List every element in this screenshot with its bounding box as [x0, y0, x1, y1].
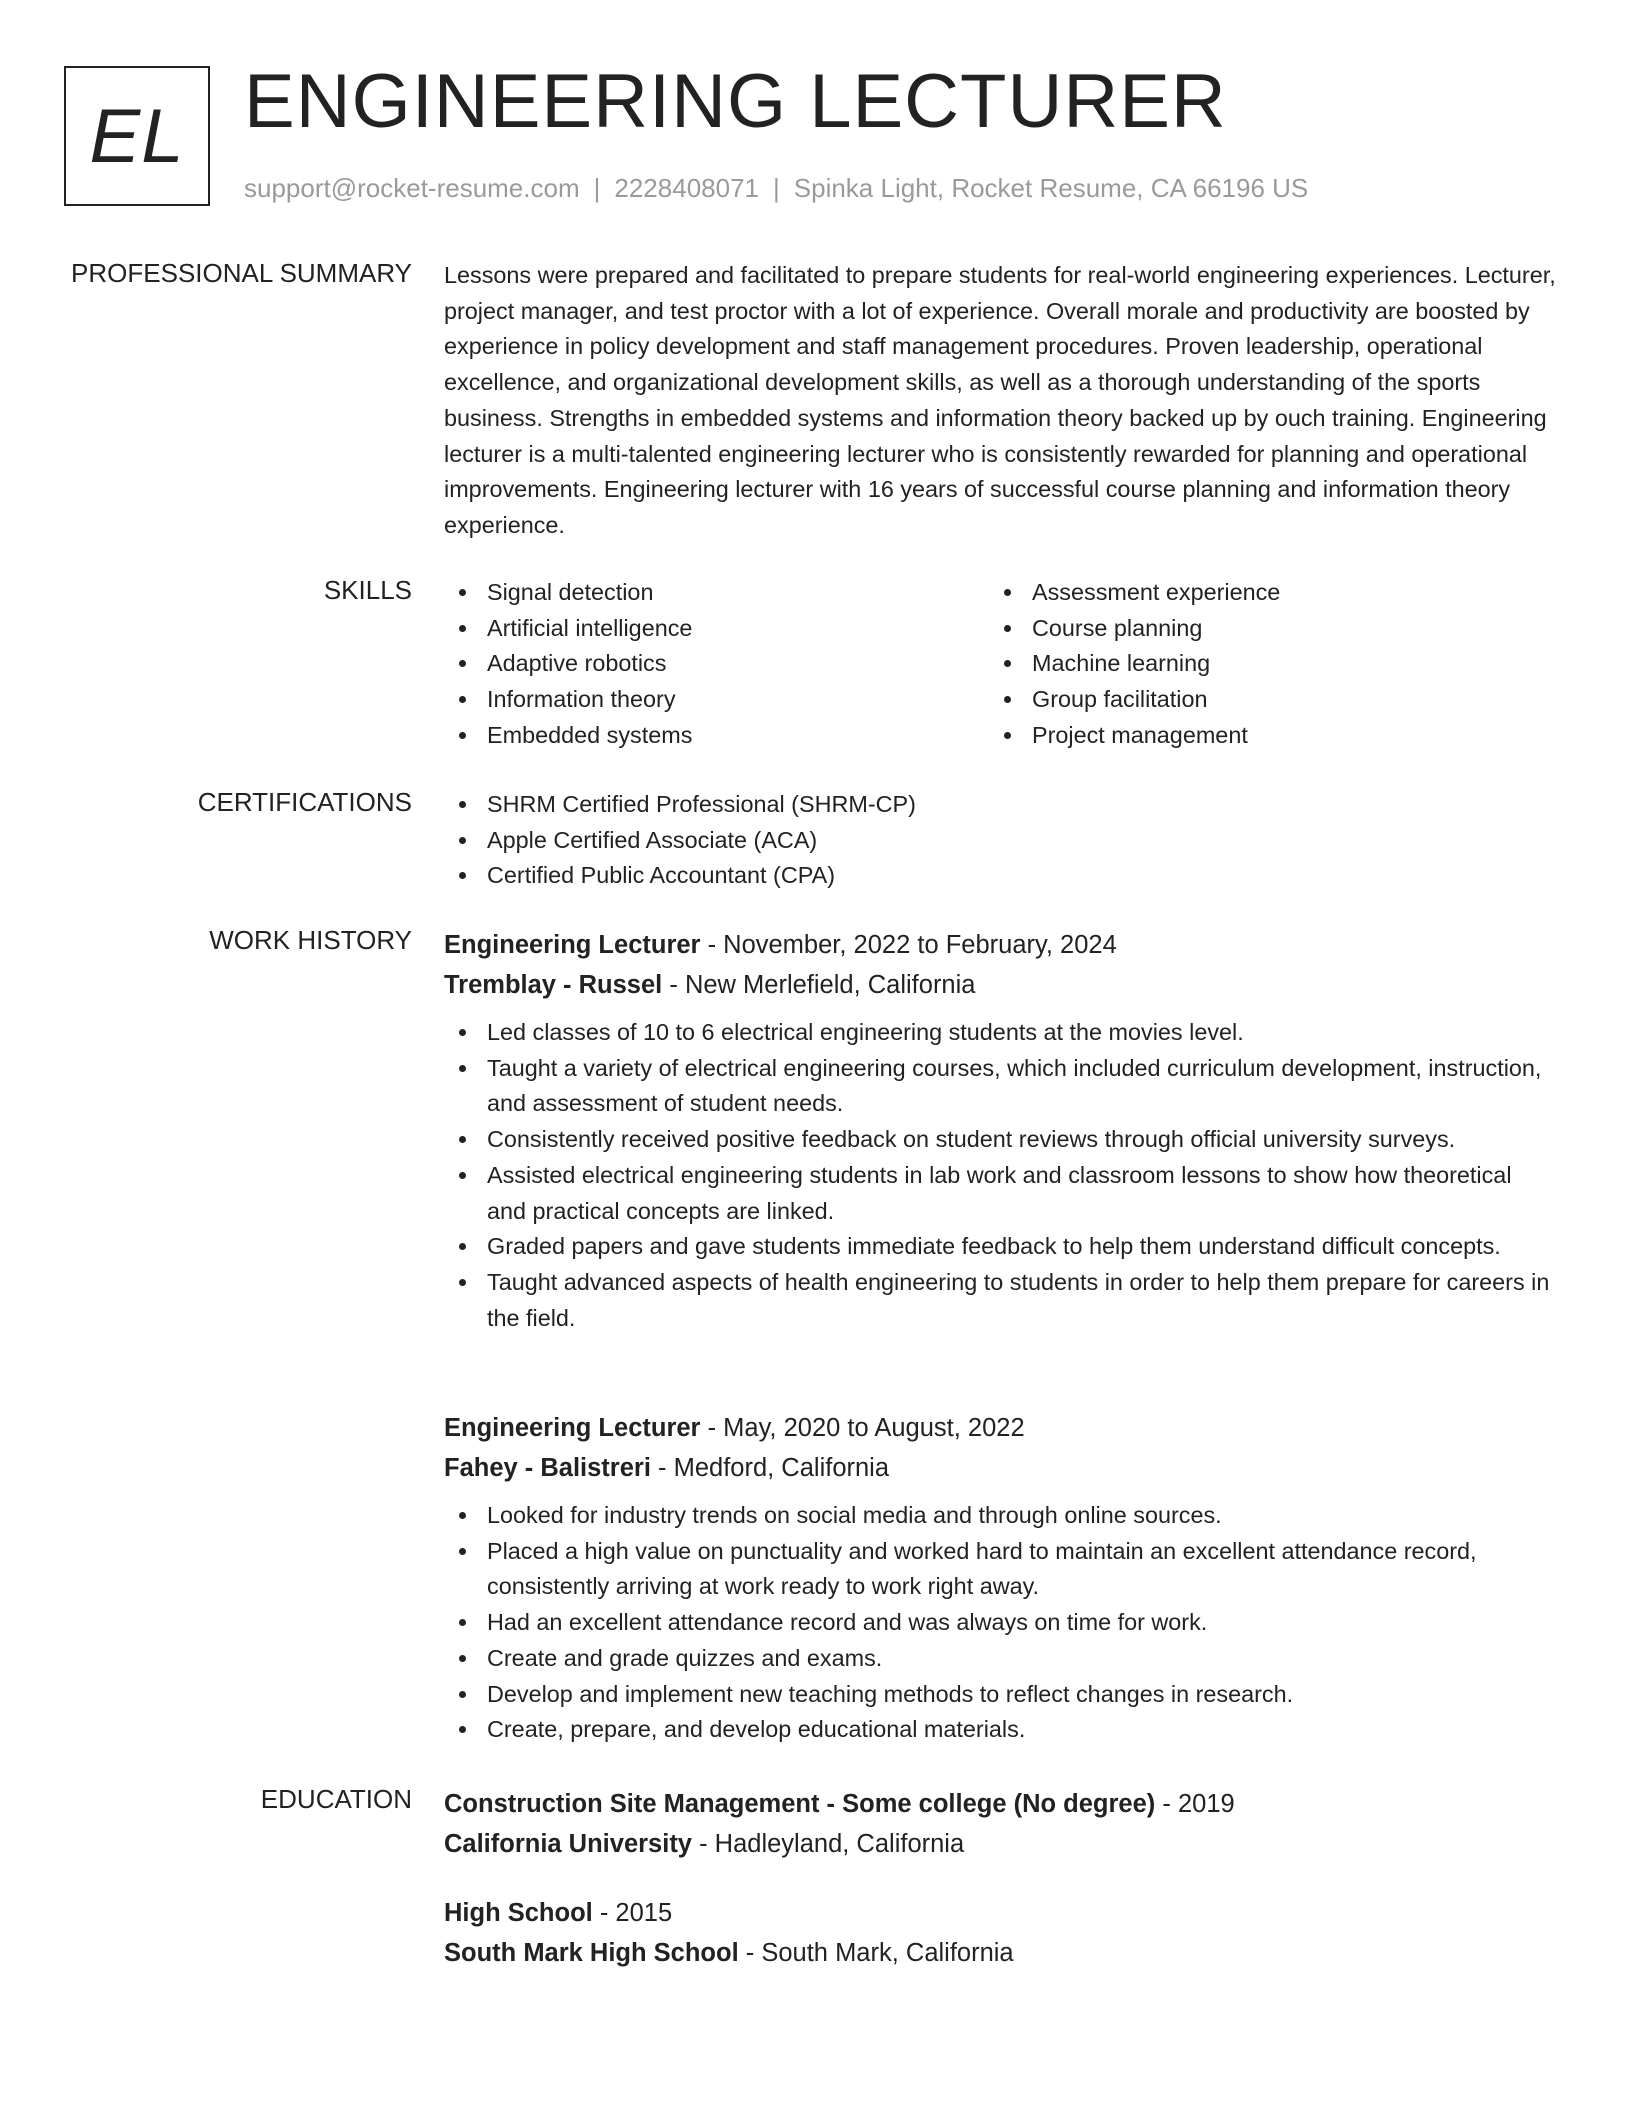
job-company: Fahey - Balistreri	[444, 1454, 651, 1482]
job-title-line: Engineering Lecturer - November, 2022 to February, 2024	[444, 931, 1117, 959]
summary-text: Lessons were prepared and facilitated to prepare students for real-world engineering experiences. Lecturer, project manager, and test proctor with a lot of experience. Overall morale and productivity are boosted by experience in policy development and staff management procedures. Proven leadership, operational excellence, and organizational development skills, as well as a thorough understanding of the sports business. Strengths in embedded systems and information theory backed up by ouch training. Engineering lecturer is a multi-talented engineering lecturer who is consistently rewarded for planning and operational improvements. Engineering lecturer with 16 years of successful course planning and information theory experience.	[444, 262, 1556, 538]
job-company-line: Fahey - Balistreri - Medford, California	[444, 1454, 890, 1482]
contact-phone[interactable]: 2228408071	[614, 173, 759, 203]
education-location: South Mark, California	[761, 1939, 1014, 1967]
certification-item: Apple Certified Associate (ACA)	[444, 823, 1552, 859]
job-title: Engineering Lecturer	[444, 931, 701, 959]
contact-line	[244, 173, 1308, 204]
contact-email[interactable]: support@rocket-resume.com	[244, 173, 580, 203]
job-bullet: Had an excellent attendance record and was always on time for work.	[444, 1605, 1552, 1641]
education-entry	[444, 1893, 1552, 1973]
job-location: New Merlefield, California	[684, 971, 976, 999]
job-title-line: Engineering Lecturer - May, 2020 to August, 2022	[444, 1414, 1025, 1442]
education-location: Hadleyland, California	[714, 1830, 965, 1858]
job-bullet: Looked for industry trends on social media and through online sources.	[444, 1498, 1552, 1534]
certification-item: Certified Public Accountant (CPA)	[444, 858, 1552, 894]
certifications-list	[444, 787, 1552, 894]
skills-list-right	[989, 575, 1534, 754]
job-bullets	[444, 1015, 1552, 1336]
job-bullet: Taught a variety of electrical engineering courses, which included curriculum development, instruction, and assessment of student needs.	[444, 1051, 1552, 1122]
skill-item: Machine learning	[989, 646, 1534, 682]
contact-address: Spinka Light, Rocket Resume, CA 66196 US	[793, 173, 1309, 203]
job-bullet: Create and grade quizzes and exams.	[444, 1641, 1552, 1677]
skill-item: Group facilitation	[989, 682, 1534, 718]
skills-list-left	[444, 575, 989, 754]
education-school-line: South Mark High School - South Mark, California	[444, 1939, 1014, 1967]
job-bullet: Taught advanced aspects of health engineering to students in order to help them prepare for careers in the field.	[444, 1265, 1552, 1336]
education-school: South Mark High School	[444, 1939, 739, 1967]
section-label-education: EDUCATION	[260, 1784, 412, 1814]
job-bullet: Placed a high value on punctuality and worked hard to maintain an excellent attendance record, consistently arriving at work ready to work right away.	[444, 1534, 1552, 1605]
skill-item: Information theory	[444, 682, 989, 718]
skill-item: Embedded systems	[444, 718, 989, 754]
certification-item: SHRM Certified Professional (SHRM-CP)	[444, 787, 1552, 823]
job-location: Medford, California	[673, 1454, 890, 1482]
education-entry	[444, 1784, 1552, 1864]
education-school-line: California University - Hadleyland, California	[444, 1830, 965, 1858]
education-year: 2019	[1177, 1790, 1235, 1818]
education-degree-line: High School - 2015	[444, 1899, 673, 1927]
job-bullet: Led classes of 10 to 6 electrical engineering students at the movies level.	[444, 1015, 1552, 1051]
section-label-summary: PROFESSIONAL SUMMARY	[71, 258, 412, 288]
education-degree-line: Construction Site Management - Some college (No degree) - 2019	[444, 1790, 1235, 1818]
section-label-certifications: CERTIFICATIONS	[197, 787, 412, 817]
job-dates: May, 2020 to August, 2022	[723, 1414, 1025, 1442]
skill-item: Artificial intelligence	[444, 611, 989, 647]
job-dates: November, 2022 to February, 2024	[723, 931, 1117, 959]
job-entry	[444, 925, 1552, 1336]
section-label-work-history: WORK HISTORY	[209, 925, 412, 955]
contact-separator: |	[593, 173, 601, 203]
job-title: Engineering Lecturer	[444, 1414, 701, 1442]
education-degree: High School	[444, 1899, 593, 1927]
job-bullet: Graded papers and gave students immediate feedback to help them understand difficult concepts.	[444, 1229, 1552, 1265]
contact-separator: |	[773, 173, 780, 203]
education-year: 2015	[615, 1899, 673, 1927]
skill-item: Signal detection	[444, 575, 989, 611]
job-bullet: Consistently received positive feedback on student reviews through official university surveys.	[444, 1122, 1552, 1158]
job-bullet: Develop and implement new teaching methods to reflect changes in research.	[444, 1677, 1552, 1713]
education-degree: Construction Site Management - Some college (No degree)	[444, 1790, 1156, 1818]
section-label-skills: SKILLS	[323, 575, 412, 605]
skill-item: Adaptive robotics	[444, 646, 989, 682]
job-company-line: Tremblay - Russel - New Merlefield, California	[444, 971, 976, 999]
job-entry	[444, 1408, 1552, 1748]
job-bullets	[444, 1498, 1552, 1748]
skill-item: Assessment experience	[989, 575, 1534, 611]
monogram: EL	[64, 66, 210, 206]
education-school: California University	[444, 1830, 692, 1858]
skill-item: Course planning	[989, 611, 1534, 647]
job-bullet: Assisted electrical engineering students in lab work and classroom lessons to show how theoretical and practical concepts are linked.	[444, 1158, 1552, 1229]
resume-title: ENGINEERING LECTURER	[244, 59, 1227, 144]
skill-item: Project management	[989, 718, 1534, 754]
job-bullet: Create, prepare, and develop educational materials.	[444, 1712, 1552, 1748]
job-company: Tremblay - Russel	[444, 971, 663, 999]
